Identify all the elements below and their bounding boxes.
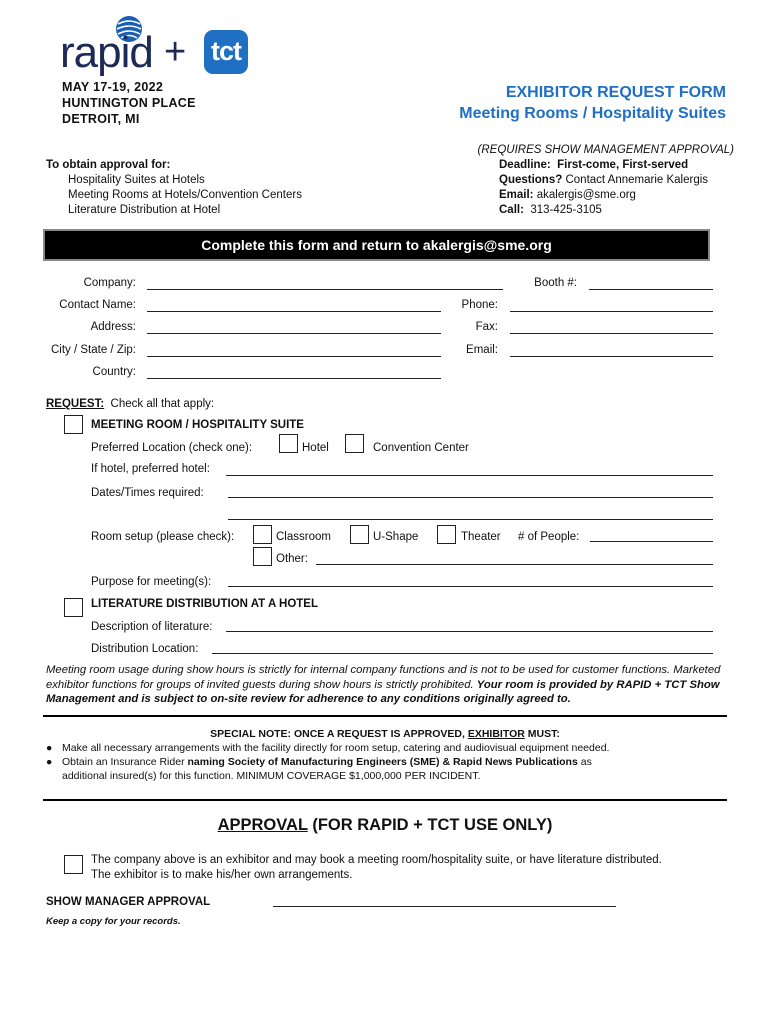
special-heading-exhibitor: EXHIBITOR xyxy=(467,728,525,740)
literature-desc-field[interactable] xyxy=(226,631,713,632)
approval-note: (REQUIRES SHOW MANAGEMENT APPROVAL) xyxy=(477,144,734,156)
preferred-location-label: Preferred Location (check one): xyxy=(91,442,253,454)
approval-title xyxy=(0,815,770,835)
dates-times-field-2[interactable] xyxy=(228,519,713,520)
email-value[interactable]: akalergis@sme.org xyxy=(536,189,636,201)
email-label: Email: xyxy=(499,189,534,201)
divider-2 xyxy=(43,799,727,801)
policy-text-2: Your room is provided by RAPID + TCT Show Management and is subject to on-site review for adherence to any conditions originally agreed to. xyxy=(46,678,720,705)
theater-label: Theater xyxy=(461,531,501,543)
fax-field[interactable] xyxy=(510,333,713,334)
other-label: Other: xyxy=(276,553,308,565)
city-state-zip-field[interactable] xyxy=(147,356,441,357)
approval-text-1: The company above is an exhibitor and may book a meeting room/hospitality suite, or have literature distributed. xyxy=(91,854,662,866)
approval-item: Meeting Rooms at Hotels/Convention Centers xyxy=(68,189,302,201)
hotel-checkbox[interactable] xyxy=(279,434,298,453)
request-heading xyxy=(46,397,214,411)
manager-approval-label: SHOW MANAGER APPROVAL xyxy=(46,896,211,908)
approval-text xyxy=(91,853,662,883)
theater-checkbox[interactable] xyxy=(437,525,456,544)
fax-label: Fax: xyxy=(475,321,498,333)
literature-desc-label: Description of literature: xyxy=(91,621,213,633)
approval-checkbox[interactable] xyxy=(64,855,83,874)
ushape-checkbox[interactable] xyxy=(350,525,369,544)
keep-copy: Keep a copy for your records. xyxy=(46,916,181,927)
approval-for-heading: To obtain approval for: xyxy=(46,159,171,171)
special-heading xyxy=(0,728,770,741)
special-heading-pre: SPECIAL NOTE: ONCE A REQUEST IS APPROVED, xyxy=(210,728,465,740)
deadline-value: First-come, First-served xyxy=(557,159,689,171)
email-field-label: Email: xyxy=(466,344,498,356)
request-instruction: Check all that apply: xyxy=(110,398,215,410)
dates-times-label: Dates/Times required: xyxy=(91,487,204,499)
bullet-icon: ● xyxy=(46,756,53,768)
bullet-icon: ● xyxy=(46,742,53,754)
company-field[interactable] xyxy=(147,289,503,290)
other-checkbox[interactable] xyxy=(253,547,272,566)
distribution-location-field[interactable] xyxy=(212,653,713,654)
return-banner xyxy=(43,229,710,261)
questions-label: Questions? xyxy=(499,174,563,186)
meeting-room-title: MEETING ROOM / HOSPITALITY SUITE xyxy=(91,419,304,431)
country-field[interactable] xyxy=(147,378,441,379)
literature-title: LITERATURE DISTRIBUTION AT A HOTEL xyxy=(91,598,319,610)
approval-for xyxy=(46,158,302,218)
call-label: Call: xyxy=(499,204,524,216)
dates-times-field[interactable] xyxy=(228,497,713,498)
ushape-label: U-Shape xyxy=(373,531,419,543)
approval-item: Hospitality Suites at Hotels xyxy=(68,174,205,186)
bullet-2-post: as xyxy=(580,756,592,768)
convention-center-label: Convention Center xyxy=(373,442,469,454)
booth-field[interactable] xyxy=(589,289,713,290)
logo-plus: + xyxy=(164,31,187,73)
bullet-2-line2: additional insured(s) for this function. MINIMUM COVERAGE $1,000,000 PER INCIDENT. xyxy=(62,770,481,782)
hotel-label: Hotel xyxy=(302,442,329,454)
logo-tct: tct xyxy=(211,36,241,66)
phone-field[interactable] xyxy=(510,311,713,312)
convention-center-checkbox[interactable] xyxy=(345,434,364,453)
bullet-2-pre: Obtain an Insurance Rider xyxy=(62,756,185,768)
contact-name-label: Contact Name: xyxy=(59,299,136,311)
address-field[interactable] xyxy=(147,333,441,334)
meeting-room-checkbox[interactable] xyxy=(64,415,83,434)
bullet-2-bold: naming Society of Manufacturing Engineers (SME) & Rapid News Publications xyxy=(187,756,578,768)
manager-approval-field[interactable] xyxy=(273,906,616,907)
preferred-hotel-label: If hotel, preferred hotel: xyxy=(91,463,210,475)
people-label: # of People: xyxy=(518,531,580,543)
call-value: 313-425-3105 xyxy=(530,204,602,216)
policy-text-1: Meeting room usage during show hours is strictly for internal company functions and is not to be used for customer functions. Marketed exhibitor functions for groups of invited guests during show hours is strictly prohibited. xyxy=(46,664,721,691)
logo xyxy=(60,14,255,76)
email-field[interactable] xyxy=(510,356,713,357)
request-label: REQUEST: xyxy=(46,398,105,410)
special-bullets xyxy=(46,741,736,783)
company-label: Company: xyxy=(83,277,136,289)
preferred-hotel-field[interactable] xyxy=(226,475,713,476)
contact-block xyxy=(499,158,708,218)
logo-rapid: rapid xyxy=(60,28,153,77)
purpose-field[interactable] xyxy=(228,586,713,587)
divider xyxy=(43,715,727,717)
form-subtitle: Meeting Rooms / Hospitality Suites xyxy=(459,105,726,122)
approval-title-rest: (FOR RAPID + TCT USE ONLY) xyxy=(312,816,553,834)
questions-value: Contact Annemarie Kalergis xyxy=(565,174,709,186)
contact-name-field[interactable] xyxy=(147,311,441,312)
policy-text xyxy=(46,663,726,707)
people-field[interactable] xyxy=(590,541,713,542)
classroom-checkbox[interactable] xyxy=(253,525,272,544)
country-label: Country: xyxy=(92,366,136,378)
special-heading-post: MUST: xyxy=(527,728,560,740)
purpose-label: Purpose for meeting(s): xyxy=(91,576,212,588)
other-field[interactable] xyxy=(316,564,713,565)
approval-title-u: APPROVAL xyxy=(217,816,308,834)
address-label: Address: xyxy=(90,321,136,333)
literature-checkbox[interactable] xyxy=(64,598,83,617)
form-title: EXHIBITOR REQUEST FORM xyxy=(505,84,726,101)
event-dates: MAY 17-19, 2022 xyxy=(62,80,164,94)
event-city: DETROIT, MI xyxy=(62,112,140,126)
classroom-label: Classroom xyxy=(276,531,331,543)
event-info xyxy=(62,79,196,127)
logo-tct-badge xyxy=(204,30,248,74)
event-venue: HUNTINGTON PLACE xyxy=(62,96,196,110)
booth-label: Booth #: xyxy=(534,277,577,289)
room-setup-label: Room setup (please check): xyxy=(91,531,235,543)
approval-item: Literature Distribution at Hotel xyxy=(68,204,221,216)
distribution-location-label: Distribution Location: xyxy=(91,643,199,655)
approval-text-2: The exhibitor is to make his/her own arrangements. xyxy=(91,869,353,881)
city-state-zip-label: City / State / Zip: xyxy=(51,344,136,356)
bullet-1: Make all necessary arrangements with the facility directly for room setup, catering and audiovisual equipment needed. xyxy=(62,742,610,754)
deadline-label: Deadline: xyxy=(499,159,551,171)
banner-text: Complete this form and return to akalergis@sme.org xyxy=(201,237,552,253)
phone-label: Phone: xyxy=(461,299,498,311)
